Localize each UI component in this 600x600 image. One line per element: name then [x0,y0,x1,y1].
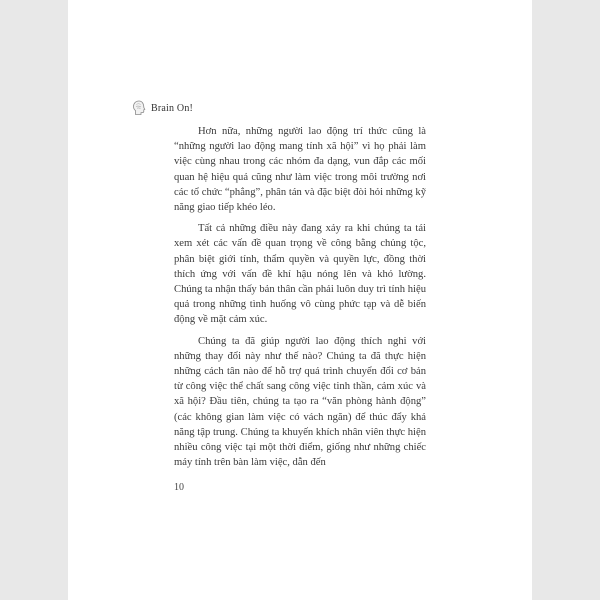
body-text [174,124,426,476]
paragraph-3: Chúng ta đã giúp người lao động thích nghi với những thay đổi này như thế nào? Chúng ta đã thực hiện những cách tân nào để hỗ trợ quá trình chuyển đổi cơ bản từ công việc thể chất sang công việc tinh thần, cảm xúc và xã hội? Đầu tiên, chúng ta tạo ra “văn phòng hành động” (các không gian làm việc có vách ngăn) để thúc đẩy khả năng tập trung. Chúng ta khuyến khích nhân viên thực hiện nhiều công việc tại một thời điểm, giống như những chiếc máy tính trên bàn làm việc, dẫn đến [174,335,426,469]
running-header [132,98,432,118]
paragraph-2: Tất cả những điều này đang xảy ra khi chúng ta tái xem xét các vấn đề quan trọng về công bằng chủng tộc, phân biệt giới tính, thẩm quyền và quyền lực, đồng thời thích ứng với vấn đề khí hậu nóng lên và khó lường. Chúng ta nhận thấy bản thân cần phải luôn duy trì tính hiệu quả trong những tình huống vô cùng phức tạp và dễ biến động về mặt cảm xúc. [174,223,426,326]
page-number: 10 [174,482,184,493]
header-title: Brain On! [151,102,194,114]
brain-head-icon [132,100,146,116]
paragraph-1: Hơn nữa, những người lao động trí thức cũng là “những người lao động mang tính xã hội” vì họ phải làm việc cùng nhau trong các nhóm đa dạng, vun đắp các mối quan hệ hiệu quả cũng như làm việc trong môi trường nơi các tổ chức “phẳng”, phân tán và đặc biệt đòi hỏi những kỹ năng giao tiếp khéo léo. [174,126,426,214]
